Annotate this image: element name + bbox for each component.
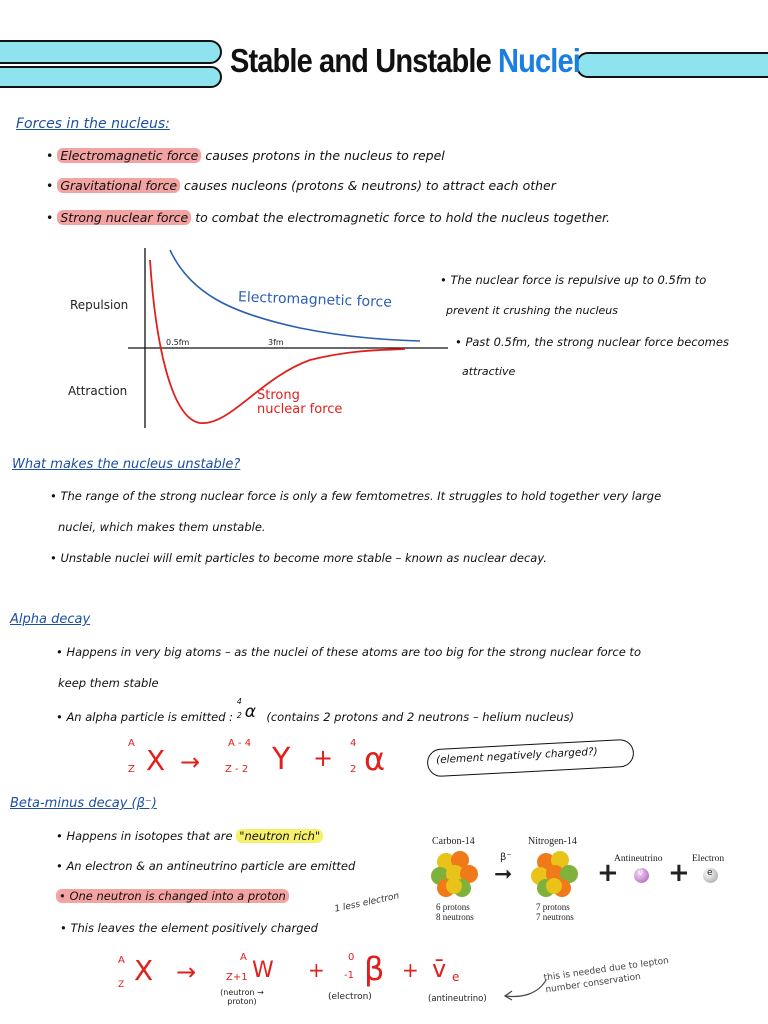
alpha-eq-arrow: →: [180, 748, 201, 776]
neutron-to-proton-label: (neutron → proton): [220, 988, 264, 1006]
beta-eq-plus2: +: [402, 958, 419, 982]
beta-eq-A: A: [118, 955, 125, 966]
beta-line: • Happens in isotopes that are "neutron rich": [56, 829, 323, 843]
carbon-nucleus: [428, 848, 482, 900]
strong-label-2: nuclear force: [257, 402, 343, 417]
beta-heading: Beta-minus decay (β⁻): [10, 796, 157, 811]
antineutrino-label: Antineutrino: [614, 854, 663, 864]
force-item: • Gravitational force causes nucleons (protons & neutrons) to attract each other: [46, 178, 556, 193]
tick-05fm: 0.5fm: [166, 338, 190, 347]
alpha-line: • Happens in very big atoms – as the nuclei of these atoms are too big for the strong nuclear force to: [56, 645, 641, 659]
title-bar-left: [0, 40, 222, 64]
alpha-eq-m4: 4: [350, 738, 357, 749]
lepton-note-arrow: [500, 978, 550, 1002]
carbon-neutrons: 8 neutrons: [436, 912, 474, 922]
beta-line: • This leaves the element positively charged: [60, 921, 318, 935]
alpha-eq-Z2: Z - 2: [225, 764, 249, 775]
carbon-protons: 6 protons: [436, 902, 470, 912]
page-title: Stable and Unstable Nuclei: [230, 42, 580, 79]
nitrogen-nucleus: [528, 848, 582, 900]
beta-arrow-label: β⁻: [500, 852, 512, 863]
alpha-eq-a2: 2: [350, 764, 357, 775]
carbon-label: Carbon-14: [432, 836, 475, 847]
unstable-line: • Unstable nuclei will emit particles to become more stable – known as nuclear decay.: [50, 551, 547, 565]
less-electron-note: 1 less electron: [333, 891, 401, 915]
unstable-heading: What makes the nucleus unstable?: [12, 457, 241, 472]
alpha-eq-X: X: [146, 744, 166, 777]
plus-sign: +: [597, 858, 619, 888]
electron-eq-label: (electron): [328, 992, 372, 1002]
force-item: • Electromagnetic force causes protons in the nucleus to repel: [46, 148, 445, 163]
unstable-line: nuclei, which makes them unstable.: [58, 520, 266, 534]
graph-note: prevent it crushing the nucleus: [446, 304, 619, 317]
graph-note: • Past 0.5fm, the strong nuclear force becomes: [455, 335, 729, 349]
graph-note: • The nuclear force is repulsive up to 0.5fm to: [440, 273, 707, 287]
title-bar-left-lower: [0, 66, 222, 88]
alpha-bubble-text: (element negatively charged?): [435, 745, 598, 767]
beta-eq-bm1: -1: [344, 970, 354, 981]
unstable-line: • The range of the strong nuclear force is only a few femtometres. It struggles to hold together very large: [50, 489, 662, 503]
beta-eq-A2: A: [240, 952, 247, 963]
beta-eq-X: X: [134, 954, 154, 987]
beta-arrow-icon: ➞: [494, 862, 513, 887]
beta-eq-W: W: [252, 958, 274, 983]
beta-line: • An electron & an antineutrino particle are emitted: [56, 859, 356, 873]
graph-note: attractive: [462, 365, 516, 378]
nitrogen-label: Nitrogen-14: [528, 836, 577, 847]
beta-eq-arrow: →: [176, 958, 197, 986]
beta-eq-Z1: Z+1: [226, 972, 248, 983]
lepton-note: this is needed due to lepton number conservation: [543, 955, 670, 996]
beta-eq-beta: β: [364, 950, 385, 988]
strong-label-1: Strong: [257, 388, 300, 403]
beta-line: • One neutron is changed into a proton: [56, 889, 289, 903]
alpha-eq-A4: A - 4: [228, 738, 252, 749]
alpha-heading: Alpha decay: [10, 612, 91, 627]
antineutrino-symbol: ν̄: [638, 868, 644, 878]
electron-symbol: e: [707, 868, 713, 878]
force-graph: [60, 248, 450, 433]
tick-3fm: 3fm: [268, 338, 284, 347]
electron-label: Electron: [692, 854, 725, 864]
em-force-label: Electromagnetic force: [237, 289, 393, 311]
alpha-eq-A: A: [128, 738, 135, 749]
beta-eq-b0: 0: [348, 952, 355, 963]
forces-heading: Forces in the nucleus:: [16, 116, 170, 132]
beta-eq-plus: +: [308, 958, 325, 982]
beta-eq-Z: Z: [118, 980, 125, 990]
nitrogen-protons: 7 protons: [536, 902, 570, 912]
beta-eq-e: e: [452, 970, 460, 984]
beta-eq-nu: v̄: [432, 955, 447, 983]
alpha-eq-alpha: α: [364, 740, 386, 778]
alpha-line: keep them stable: [58, 676, 159, 690]
force-item: • Strong nuclear force to combat the electromagnetic force to hold the nucleus together.: [46, 210, 611, 225]
plus-sign: +: [668, 858, 690, 888]
alpha-eq-plus: +: [313, 744, 334, 772]
repulsion-label: Repulsion: [70, 298, 129, 312]
alpha-line: • An alpha particle is emitted : 4 2 α (contains 2 protons and 2 neutrons – helium nucleus): [56, 697, 575, 724]
title-bar-right: [576, 52, 768, 78]
attraction-label: Attraction: [68, 384, 128, 398]
nitrogen-neutrons: 7 neutrons: [536, 912, 574, 922]
alpha-eq-Z: Z: [128, 764, 135, 775]
antineutrino-eq-label: (antineutrino): [428, 994, 487, 1004]
alpha-eq-Y: Y: [272, 742, 291, 777]
